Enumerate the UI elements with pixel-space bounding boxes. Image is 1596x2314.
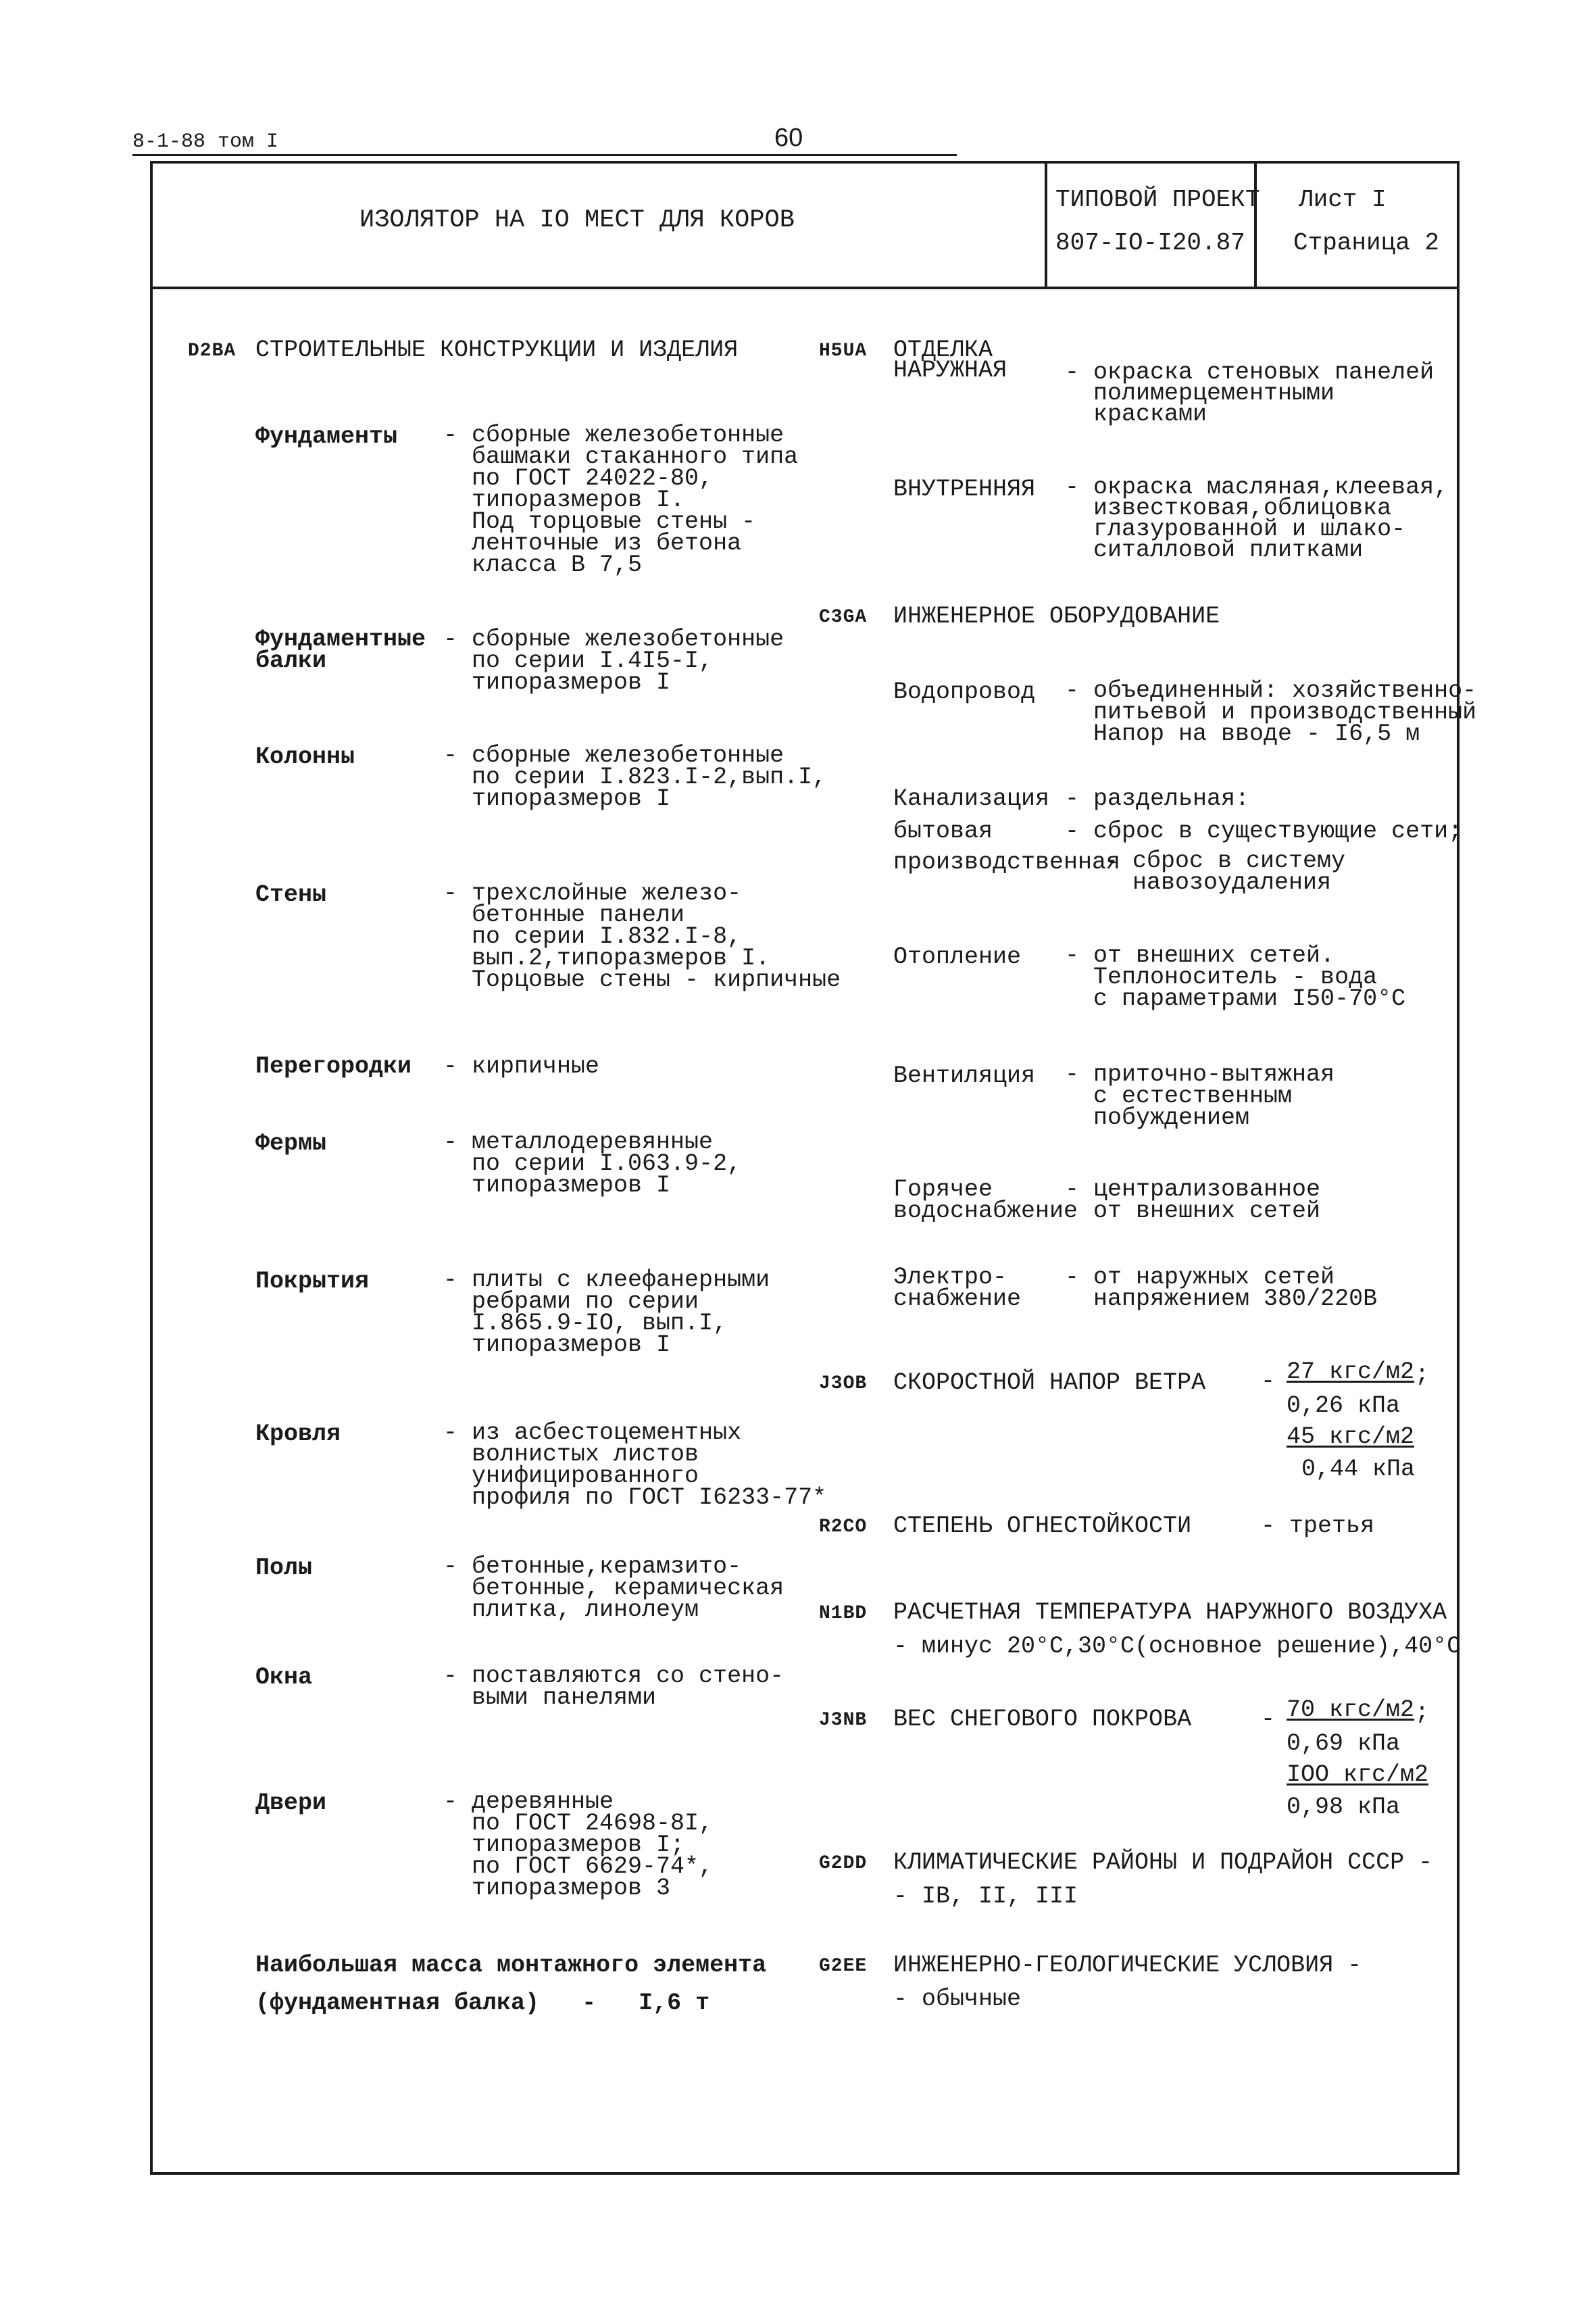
power-label: Электро- снабжение xyxy=(893,1264,1022,1312)
fire-value: - третья xyxy=(1261,1512,1375,1540)
fire-title: СТЕПЕНЬ ОГНЕСТОЙКОСТИ xyxy=(893,1512,1192,1540)
item-text: - металлодеревянные по серии I.063.9-2, типоразмеров I xyxy=(443,1129,742,1199)
top-rule xyxy=(132,154,957,156)
item-label: Перегородки xyxy=(255,1053,412,1080)
snow-title: ВЕС СНЕГОВОГО ПОКРОВА xyxy=(893,1706,1192,1733)
series-reference: 8-1-88 том I xyxy=(132,130,279,153)
geology-value: - обычные xyxy=(893,1986,1022,2013)
item-text: - деревянные по ГОСТ 24698-8I, типоразмеров I; по ГОСТ 6629-74*, типоразмеров 3 xyxy=(443,1788,714,1902)
project-code: 807-IO-I20.87 xyxy=(1055,229,1245,257)
finish-title: ОТДЕЛКА xyxy=(893,337,993,364)
wind-value-1-suffix: ; xyxy=(1415,1361,1430,1388)
temperature-title: РАСЧЕТНАЯ ТЕМПЕРАТУРА НАРУЖНОГО ВОЗДУХА xyxy=(893,1599,1447,1626)
finish-inner-label: ВНУТРЕННЯЯ xyxy=(893,476,1036,503)
item-text: - из асбестоцементных волнистых листов унифицированного профиля по ГОСТ I6233-77* xyxy=(443,1419,827,1511)
geology-code: G2EE xyxy=(819,1956,868,1977)
title-block-divider-2 xyxy=(1254,161,1257,288)
snow-value-1: 70 кгс/м2 xyxy=(1287,1696,1415,1723)
item-label: Окна xyxy=(255,1664,313,1691)
geology-title: ИНЖЕНЕРНО-ГЕОЛОГИЧЕСКИЕ УСЛОВИЯ - xyxy=(893,1952,1362,1979)
temperature-value: - минус 20°С,30°С(основное решение),40°С xyxy=(893,1633,1462,1660)
max-mass-value: (фундаментная балка) - I,6 т xyxy=(255,1990,710,2017)
engineering-title: ИНЖЕНЕРНОЕ ОБОРУДОВАНИЕ xyxy=(893,603,1220,630)
snow-value-1-suffix: ; xyxy=(1415,1699,1430,1726)
sewer-home-text: - сброс в существующие сети; xyxy=(1065,818,1463,845)
wind-value-1-kpa: 0,26 кПа xyxy=(1287,1392,1401,1419)
item-label: Стены xyxy=(255,881,327,908)
climate-code: G2DD xyxy=(819,1853,868,1874)
water-text: - объединенный: хозяйственно- питьевой и производственный Напор на вводе - I6,5 м xyxy=(1065,677,1477,747)
sewer-prod-text: - сброс в систему навозоудаления xyxy=(1104,847,1346,896)
item-text: - поставляются со стено- выми панелями xyxy=(443,1663,784,1711)
wind-code: J3OB xyxy=(819,1373,868,1394)
wind-dash: - xyxy=(1261,1368,1276,1395)
ventilation-label: Вентиляция xyxy=(893,1062,1036,1089)
max-mass-label: Наибольшая масса монтажного элемента xyxy=(255,1952,767,1979)
sewer-label: Канализация xyxy=(893,785,1050,812)
wind-value-2: 45 кгс/м2 xyxy=(1287,1423,1415,1450)
sewer-text: - раздельная: xyxy=(1065,785,1250,812)
item-text: - плиты с клеефанерными ребрами по серии I.865.9-IO, вып.I, типоразмеров I xyxy=(443,1266,770,1358)
heating-text: - от внешних сетей. Теплоноситель - вода с параметрами I50-70°С xyxy=(1065,942,1406,1012)
section-title: СТРОИТЕЛЬНЫЕ КОНСТРУКЦИИ И ИЗДЕЛИЯ xyxy=(255,337,739,364)
item-label: Покрытия xyxy=(255,1268,370,1295)
wind-value-1: 27 кгс/м2 xyxy=(1287,1358,1415,1385)
item-text: - кирпичные xyxy=(443,1053,600,1080)
page-label: Страница 2 xyxy=(1293,229,1440,257)
power-text: - от наружных сетей напряжением 380/220В xyxy=(1065,1264,1378,1312)
project-label: ТИПОВОЙ ПРОЕКТ xyxy=(1055,186,1260,214)
item-label: Полы xyxy=(255,1554,313,1581)
finish-code: H5UA xyxy=(819,341,868,362)
wind-title: СКОРОСТНОЙ НАПОР ВЕТРА xyxy=(893,1369,1206,1396)
temperature-code: N1BD xyxy=(819,1603,868,1624)
snow-code: J3NB xyxy=(819,1710,868,1731)
item-text: - бетонные,керамзито- бетонные, керамическая плитка, линолеум xyxy=(443,1553,784,1623)
ventilation-text: - приточно-вытяжная с естественным побуждением xyxy=(1065,1061,1335,1131)
hotwater-text: - централизованное от внешних сетей xyxy=(1065,1176,1321,1225)
item-label: Колонны xyxy=(255,743,355,770)
climate-title: КЛИМАТИЧЕСКИЕ РАЙОНЫ И ПОДРАЙОН СССР - xyxy=(893,1849,1433,1876)
item-label: Фермы xyxy=(255,1130,327,1157)
hotwater-label: Горячее водоснабжение xyxy=(893,1176,1078,1225)
item-text: - сборные железобетонные башмаки стаканного типа по ГОСТ 24022-80, типоразмеров I. Под торцовые стены - ленточные из бетона класса В 7,5 xyxy=(443,422,799,578)
section-code: D2BA xyxy=(188,341,236,362)
water-label: Водопровод xyxy=(893,679,1036,706)
snow-value-1-kpa: 0,69 кПа xyxy=(1287,1730,1401,1757)
title-block-divider-1 xyxy=(1045,161,1047,288)
engineering-code: C3GA xyxy=(819,607,868,628)
sheet-number: Лист I xyxy=(1299,186,1387,214)
wind-value-2-kpa: 0,44 кПа xyxy=(1301,1456,1416,1483)
page-number: 60 xyxy=(774,124,803,152)
title-block-bottom-rule xyxy=(150,287,1460,289)
item-label: Фундаментные балки xyxy=(255,626,426,674)
heating-label: Отопление xyxy=(893,943,1022,970)
item-label: Фундаменты xyxy=(255,423,398,450)
snow-dash: - xyxy=(1261,1706,1276,1733)
snow-value-2: IOO кгс/м2 xyxy=(1287,1761,1429,1788)
item-text: - трехслойные железо- бетонные панели по серии I.832.I-8, вып.2,типоразмеров I. Торцовые стены - кирпичные xyxy=(443,880,841,993)
item-text: - сборные железобетонные по серии I.823.I-2,вып.I, типоразмеров I xyxy=(443,742,827,812)
document-title: ИЗОЛЯТОР НА IO МЕСТ ДЛЯ КОРОВ xyxy=(359,206,795,235)
item-label: Кровля xyxy=(255,1421,341,1448)
climate-value: - IВ, II, III xyxy=(893,1883,1078,1910)
fire-code: R2CO xyxy=(819,1517,868,1537)
item-text: - сборные железобетонные по серии I.4I5-I, типоразмеров I xyxy=(443,626,784,696)
sewer-prod-label: производственная xyxy=(893,849,1121,876)
item-label: Двери xyxy=(255,1790,327,1817)
finish-outer-text: - окраска стеновых панелей полимерцементными красками xyxy=(1065,359,1435,428)
snow-value-2-kpa: 0,98 кПа xyxy=(1287,1794,1401,1821)
finish-inner-text: - окраска масляная,клеевая, известковая,облицовка глазурованной и шлако- ситалловой плитками xyxy=(1065,474,1449,564)
finish-outer-label: НАРУЖНАЯ xyxy=(893,357,1007,384)
sewer-home-label: бытовая xyxy=(893,818,993,845)
